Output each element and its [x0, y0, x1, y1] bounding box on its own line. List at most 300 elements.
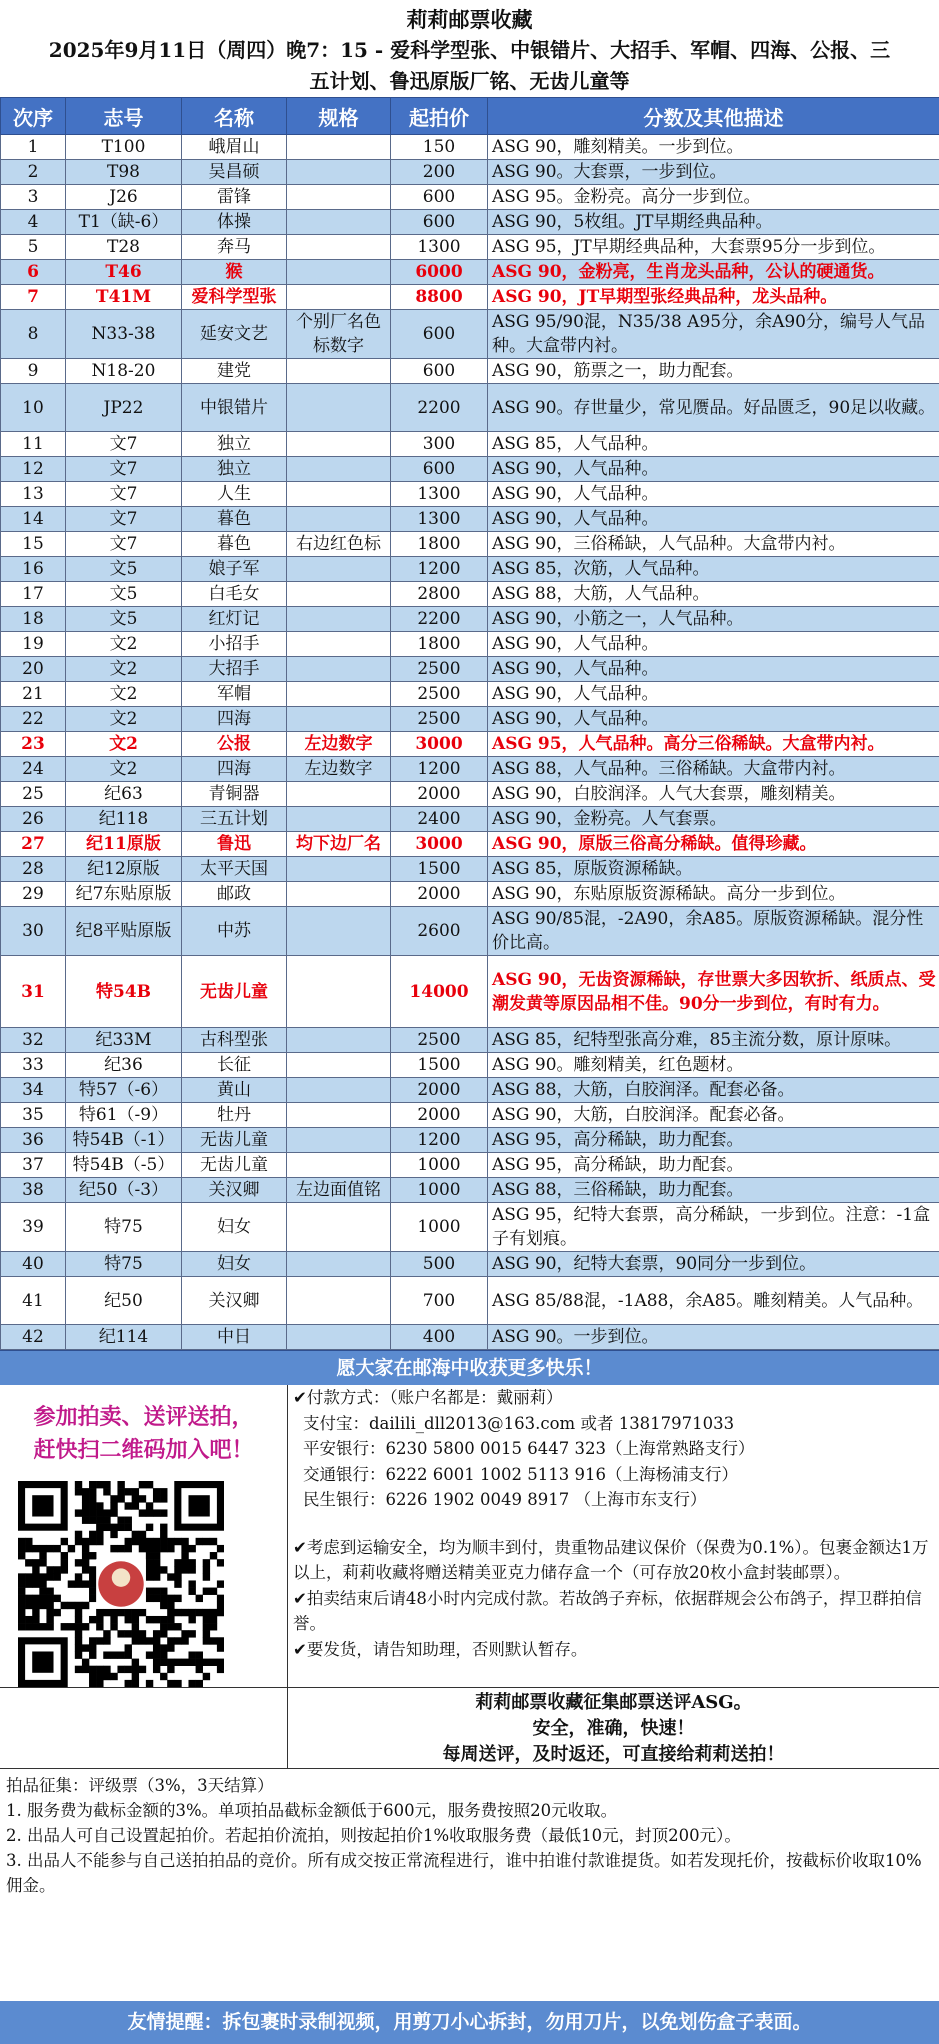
stamp-spec	[287, 1128, 391, 1153]
promo-line-2: 赶快扫二维码加入吧！	[33, 1437, 254, 1463]
column-header-desc: 分数及其他描述	[488, 98, 939, 135]
row-number: 9	[1, 359, 66, 384]
stamp-spec	[287, 632, 391, 657]
stamp-name: 独立	[182, 432, 287, 457]
description: ASG 85，次筋，人气品种。	[488, 557, 939, 582]
table-row	[1, 359, 939, 384]
start-price: 2400	[391, 807, 488, 832]
stamp-name: 爱科学型张	[182, 285, 287, 310]
stamp-spec	[287, 135, 391, 160]
stamp-code: 纪7东贴原版	[66, 882, 182, 907]
stamp-name: 太平天国	[182, 857, 287, 882]
stamp-code: 文2	[66, 682, 182, 707]
table-row	[1, 557, 939, 582]
row-number: 14	[1, 507, 66, 532]
table-row	[1, 1053, 939, 1078]
start-price: 2500	[391, 707, 488, 732]
start-price: 1800	[391, 632, 488, 657]
table-row	[1, 1178, 939, 1203]
description: ASG 90，人气品种。	[488, 632, 939, 657]
row-number: 27	[1, 832, 66, 857]
start-price: 600	[391, 457, 488, 482]
table-row	[1, 1252, 939, 1277]
start-price: 2000	[391, 882, 488, 907]
table-row	[1, 260, 939, 285]
start-price: 1300	[391, 235, 488, 260]
start-price: 2600	[391, 907, 488, 956]
description: ASG 90，JT早期型张经典品种，龙头品种。	[488, 285, 939, 310]
start-price: 2200	[391, 607, 488, 632]
stamp-spec	[287, 956, 391, 1028]
stamp-name: 无齿儿童	[182, 1128, 287, 1153]
table-row	[1, 732, 939, 757]
stamp-code: 纪114	[66, 1325, 182, 1350]
row-number: 15	[1, 532, 66, 557]
stamp-spec	[287, 1078, 391, 1103]
description: ASG 95，人气品种。高分三俗稀缺。大盒带内衬。	[488, 732, 939, 757]
stamp-spec	[287, 482, 391, 507]
description: ASG 90，白胶润泽。人气大套票，雕刻精美。	[488, 782, 939, 807]
stamp-spec	[287, 1103, 391, 1128]
row-number: 5	[1, 235, 66, 260]
table-row	[1, 882, 939, 907]
table-row	[1, 1078, 939, 1103]
description: ASG 90，人气品种。	[488, 507, 939, 532]
table-row	[1, 160, 939, 185]
stamp-name: 大招手	[182, 657, 287, 682]
rule-item: 2. 出品人可自己设置起拍价。若起拍价流拍，则按起拍价1%收取服务费（最低10元，封顶200元）。	[6, 1826, 741, 1845]
stamp-code: 特75	[66, 1252, 182, 1277]
note-delivery: ✔要发货，请告知助理，否则默认暂存。	[293, 1639, 588, 1659]
stamp-name: 鲁迅	[182, 832, 287, 857]
description: ASG 85/88混，-1A88，余A85。雕刻精美。人气品种。	[488, 1277, 939, 1325]
stamp-name: 中银错片	[182, 384, 287, 432]
row-number: 11	[1, 432, 66, 457]
description: ASG 90，金粉亮。人气套票。	[488, 807, 939, 832]
stamp-name: 邮政	[182, 882, 287, 907]
stamp-code: 纪63	[66, 782, 182, 807]
stamp-name: 白毛女	[182, 582, 287, 607]
row-number: 35	[1, 1103, 66, 1128]
stamp-code: 文7	[66, 482, 182, 507]
description: ASG 90，人气品种。	[488, 682, 939, 707]
stamp-spec	[287, 707, 391, 732]
stamp-spec: 左边数字	[287, 732, 391, 757]
stamp-spec	[287, 607, 391, 632]
start-price: 2500	[391, 657, 488, 682]
stamp-spec	[287, 682, 391, 707]
stamp-name: 独立	[182, 457, 287, 482]
title-line-1: 莉莉邮票收藏	[406, 7, 533, 32]
stamp-name: 猴	[182, 260, 287, 285]
stamp-code: 纪8平贴原版	[66, 907, 182, 956]
table-row	[1, 782, 939, 807]
stamp-code: 特57（-6）	[66, 1078, 182, 1103]
row-number: 30	[1, 907, 66, 956]
start-price: 400	[391, 1325, 488, 1350]
row-number: 33	[1, 1053, 66, 1078]
page-title	[0, 0, 939, 97]
note-shipping: ✔考虑到运输安全，均为顺丰到付，贵重物品建议保价（保费为0.1%）。包裹金额达1万以上，莉莉收藏将赠送精美亚克力储存盒一个（可存放20枚小盒封装邮票）。	[293, 1537, 929, 1582]
column-header-spec: 规格	[287, 98, 391, 135]
auction-table	[0, 97, 939, 1350]
stamp-code: 文2	[66, 732, 182, 757]
start-price: 2800	[391, 582, 488, 607]
stamp-spec	[287, 1028, 391, 1053]
stamp-name: 四海	[182, 757, 287, 782]
stamp-spec: 左边数字	[287, 757, 391, 782]
start-price: 150	[391, 135, 488, 160]
start-price: 2500	[391, 1028, 488, 1053]
stamp-name: 妇女	[182, 1252, 287, 1277]
row-number: 23	[1, 732, 66, 757]
start-price: 600	[391, 310, 488, 359]
description: ASG 90。雕刻精美，红色题材。	[488, 1053, 939, 1078]
start-price: 1000	[391, 1178, 488, 1203]
row-number: 37	[1, 1153, 66, 1178]
description: ASG 88，大筋，白胶润泽。配套必备。	[488, 1078, 939, 1103]
table-row	[1, 1103, 939, 1128]
rules-title: 拍品征集：评级票（3%，3天结算）	[6, 1776, 274, 1795]
stamp-code: J26	[66, 185, 182, 210]
table-body	[1, 135, 939, 1350]
payment-panel	[293, 1385, 933, 1662]
row-number: 18	[1, 607, 66, 632]
stamp-name: 人生	[182, 482, 287, 507]
table-row	[1, 632, 939, 657]
stamp-spec	[287, 457, 391, 482]
table-row	[1, 1128, 939, 1153]
stamp-spec	[287, 1203, 391, 1252]
table-row	[1, 1277, 939, 1325]
start-price: 1300	[391, 507, 488, 532]
table-row	[1, 1325, 939, 1350]
start-price: 3000	[391, 832, 488, 857]
description: ASG 95，纪特大套票，高分稀缺，一步到位。注意：-1盒子有划痕。	[488, 1203, 939, 1252]
row-number: 22	[1, 707, 66, 732]
column-header-price: 起拍价	[391, 98, 488, 135]
payment-alipay: 支付宝：dailili_dll2013@163.com 或者 13817971033	[303, 1413, 735, 1433]
row-number: 16	[1, 557, 66, 582]
stamp-name: 长征	[182, 1053, 287, 1078]
start-price: 2500	[391, 682, 488, 707]
rules-section	[0, 1769, 939, 1902]
start-price: 14000	[391, 956, 488, 1028]
description: ASG 95，高分稀缺，助力配套。	[488, 1128, 939, 1153]
stamp-spec	[287, 857, 391, 882]
stamp-code: JP22	[66, 384, 182, 432]
table-row	[1, 285, 939, 310]
collect-section	[0, 1688, 939, 1769]
table-row	[1, 135, 939, 160]
table-row	[1, 832, 939, 857]
table-row	[1, 907, 939, 956]
start-price: 600	[391, 185, 488, 210]
start-price: 300	[391, 432, 488, 457]
stamp-code: T1（缺-6）	[66, 210, 182, 235]
table-row	[1, 956, 939, 1028]
title-line-2: 2025年9月11日（周四）晚7：15 - 爱科学型张、中银错片、大招手、军帽、四海、公报、三	[48, 38, 891, 62]
collect-line-3: 每周送评，及时返还，可直接给莉莉送拍！	[442, 1744, 785, 1765]
row-number: 26	[1, 807, 66, 832]
stamp-name: 无齿儿童	[182, 956, 287, 1028]
row-number: 13	[1, 482, 66, 507]
collect-text	[287, 1688, 939, 1768]
stamp-code: 文7	[66, 507, 182, 532]
description: ASG 90，人气品种。	[488, 657, 939, 682]
description: ASG 90，人气品种。	[488, 707, 939, 732]
start-price: 3000	[391, 732, 488, 757]
stamp-spec	[287, 807, 391, 832]
stamp-name: 古科型张	[182, 1028, 287, 1053]
stamp-code: 特54B	[66, 956, 182, 1028]
description: ASG 88，人气品种。三俗稀缺。大盒带内衬。	[488, 757, 939, 782]
stamp-name: 雷锋	[182, 185, 287, 210]
table-row	[1, 1028, 939, 1053]
row-number: 25	[1, 782, 66, 807]
description: ASG 95。金粉亮。高分一步到位。	[488, 185, 939, 210]
start-price: 6000	[391, 260, 488, 285]
row-number: 20	[1, 657, 66, 682]
info-section	[0, 1385, 939, 1688]
stamp-name: 峨眉山	[182, 135, 287, 160]
table-row	[1, 1203, 939, 1252]
stamp-spec: 个别厂名色标数字	[287, 310, 391, 359]
table-row	[1, 482, 939, 507]
stamp-spec: 左边面值铭	[287, 1178, 391, 1203]
row-number: 32	[1, 1028, 66, 1053]
row-number: 34	[1, 1078, 66, 1103]
row-number: 36	[1, 1128, 66, 1153]
start-price: 1000	[391, 1203, 488, 1252]
table-row	[1, 1153, 939, 1178]
stamp-code: 纪50（-3）	[66, 1178, 182, 1203]
start-price: 2000	[391, 1103, 488, 1128]
stamp-spec: 均下边厂名	[287, 832, 391, 857]
stamp-code: 纪33M	[66, 1028, 182, 1053]
stamp-code: T98	[66, 160, 182, 185]
description: ASG 95/90混，N35/38 A95分，余A90分，编号人气品种。大盒带内衬。	[488, 310, 939, 359]
stamp-name: 四海	[182, 707, 287, 732]
stamp-spec	[287, 285, 391, 310]
start-price: 600	[391, 359, 488, 384]
collect-line-2: 安全，准确，快速！	[532, 1718, 695, 1739]
table-row	[1, 457, 939, 482]
stamp-name: 军帽	[182, 682, 287, 707]
stamp-code: 文2	[66, 632, 182, 657]
row-number: 3	[1, 185, 66, 210]
rule-item: 3. 出品人不能参与自己送拍拍品的竞价。所有成交按正常流程进行，谁中拍谁付款谁提货。如若发现托价，按截标价收取10%佣金。	[6, 1851, 922, 1895]
stamp-code: 文7	[66, 432, 182, 457]
start-price: 1500	[391, 857, 488, 882]
rule-item: 1. 服务费为截标金额的3%。单项拍品截标金额低于600元，服务费按照20元收取。	[6, 1801, 618, 1820]
stamp-code: 特61（-9）	[66, 1103, 182, 1128]
row-number: 29	[1, 882, 66, 907]
stamp-name: 无齿儿童	[182, 1153, 287, 1178]
row-number: 21	[1, 682, 66, 707]
stamp-spec	[287, 210, 391, 235]
start-price: 200	[391, 160, 488, 185]
stamp-spec	[287, 557, 391, 582]
stamp-code: 纪36	[66, 1053, 182, 1078]
start-price: 600	[391, 210, 488, 235]
description: ASG 90，大筋，白胶润泽。配套必备。	[488, 1103, 939, 1128]
row-number: 7	[1, 285, 66, 310]
stamp-code: 文2	[66, 707, 182, 732]
table-row	[1, 807, 939, 832]
stamp-code: 文2	[66, 757, 182, 782]
description: ASG 90，原版三俗高分稀缺。值得珍藏。	[488, 832, 939, 857]
stamp-name: 吴昌硕	[182, 160, 287, 185]
description: ASG 85，原版资源稀缺。	[488, 857, 939, 882]
stamp-code: 纪50	[66, 1277, 182, 1325]
stamp-name: 奔马	[182, 235, 287, 260]
table-row	[1, 210, 939, 235]
stamp-spec	[287, 507, 391, 532]
title-line-3: 五计划、鲁迅原版厂铭、无齿儿童等	[309, 69, 630, 93]
stamp-code: 文5	[66, 607, 182, 632]
stamp-spec	[287, 185, 391, 210]
stamp-code: 特54B（-1）	[66, 1128, 182, 1153]
description: ASG 90，小筋之一，人气品种。	[488, 607, 939, 632]
stamp-code: T46	[66, 260, 182, 285]
stamp-spec	[287, 160, 391, 185]
stamp-name: 暮色	[182, 507, 287, 532]
row-number: 17	[1, 582, 66, 607]
stamp-code: 纪118	[66, 807, 182, 832]
stamp-name: 关汉卿	[182, 1178, 287, 1203]
description: ASG 85，人气品种。	[488, 432, 939, 457]
description: ASG 90，无齿资源稀缺，存世票大多因软折、纸质点、受潮发黄等原因品相不佳。90分一步到位，有时有力。	[488, 956, 939, 1028]
description: ASG 85，纪特型张高分难，85主流分数，原计原味。	[488, 1028, 939, 1053]
table-row	[1, 310, 939, 359]
stamp-code: N18-20	[66, 359, 182, 384]
stamp-name: 体操	[182, 210, 287, 235]
wish-banner: 愿大家在邮海中收获更多快乐！	[0, 1350, 939, 1385]
start-price: 1300	[391, 482, 488, 507]
stamp-spec	[287, 1252, 391, 1277]
payment-bank-3: 民生银行：6226 1902 0049 8917 （上海市东支行）	[303, 1490, 707, 1509]
table-row	[1, 185, 939, 210]
table-row	[1, 532, 939, 557]
column-header-code: 志号	[66, 98, 182, 135]
table-row	[1, 235, 939, 260]
description: ASG 90，三俗稀缺，人气品种。大盒带内衬。	[488, 532, 939, 557]
stamp-code: 文5	[66, 557, 182, 582]
stamp-spec	[287, 1153, 391, 1178]
stamp-code: 文2	[66, 657, 182, 682]
stamp-code: N33-38	[66, 310, 182, 359]
stamp-spec	[287, 235, 391, 260]
collect-line-1: 莉莉邮票收藏征集邮票送评ASG。	[475, 1692, 752, 1713]
table-row	[1, 384, 939, 432]
stamp-spec	[287, 260, 391, 285]
stamp-spec	[287, 907, 391, 956]
start-price: 500	[391, 1252, 488, 1277]
row-number: 41	[1, 1277, 66, 1325]
row-number: 42	[1, 1325, 66, 1350]
table-header-row	[1, 98, 939, 135]
stamp-spec	[287, 432, 391, 457]
reminder-banner: 友情提醒：拆包裹时录制视频，用剪刀小心拆封，勿用刀片，以免划伤盒子表面。	[0, 2001, 939, 2044]
stamp-code: 纪12原版	[66, 857, 182, 882]
start-price: 1200	[391, 557, 488, 582]
stamp-spec	[287, 1053, 391, 1078]
stamp-name: 建党	[182, 359, 287, 384]
start-price: 2200	[391, 384, 488, 432]
stamp-code: T100	[66, 135, 182, 160]
stamp-code: 特75	[66, 1203, 182, 1252]
row-number: 1	[1, 135, 66, 160]
description: ASG 90，东贴原版资源稀缺。高分一步到位。	[488, 882, 939, 907]
row-number: 4	[1, 210, 66, 235]
description: ASG 90。存世量少，常见赝品。好品匮乏，90足以收藏。	[488, 384, 939, 432]
table-row	[1, 682, 939, 707]
stamp-spec	[287, 782, 391, 807]
promo-line-1: 参加拍卖、送评送拍，	[33, 1404, 254, 1430]
start-price: 1000	[391, 1153, 488, 1178]
row-number: 10	[1, 384, 66, 432]
row-number: 24	[1, 757, 66, 782]
stamp-name: 中苏	[182, 907, 287, 956]
description: ASG 90，金粉亮，生肖龙头品种，公认的硬通货。	[488, 260, 939, 285]
stamp-spec	[287, 1277, 391, 1325]
stamp-spec	[287, 359, 391, 384]
row-number: 19	[1, 632, 66, 657]
description: ASG 90/85混，-2A90，余A85。原版资源稀缺。混分性价比高。	[488, 907, 939, 956]
row-number: 8	[1, 310, 66, 359]
description: ASG 88，三俗稀缺，助力配套。	[488, 1178, 939, 1203]
stamp-name: 暮色	[182, 532, 287, 557]
stamp-name: 妇女	[182, 1203, 287, 1252]
column-header-name: 名称	[182, 98, 287, 135]
row-number: 2	[1, 160, 66, 185]
stamp-spec	[287, 657, 391, 682]
row-number: 39	[1, 1203, 66, 1252]
start-price: 1200	[391, 757, 488, 782]
table-row	[1, 507, 939, 532]
description: ASG 95，高分稀缺，助力配套。	[488, 1153, 939, 1178]
table-row	[1, 707, 939, 732]
description: ASG 90，5枚组。JT早期经典品种。	[488, 210, 939, 235]
stamp-spec	[287, 882, 391, 907]
row-number: 31	[1, 956, 66, 1028]
stamp-name: 三五计划	[182, 807, 287, 832]
stamp-spec	[287, 1325, 391, 1350]
description: ASG 90，人气品种。	[488, 457, 939, 482]
payment-title: ✔付款方式：（账户名都是：戴丽莉）	[293, 1388, 563, 1407]
row-number: 40	[1, 1252, 66, 1277]
stamp-spec: 右边红色标	[287, 532, 391, 557]
stamp-spec	[287, 582, 391, 607]
stamp-code: T28	[66, 235, 182, 260]
description: ASG 95，JT早期经典品种，大套票95分一步到位。	[488, 235, 939, 260]
column-header-no: 次序	[1, 98, 66, 135]
start-price: 2000	[391, 1078, 488, 1103]
start-price: 1500	[391, 1053, 488, 1078]
qr-code-icon[interactable]	[18, 1481, 224, 1687]
row-number: 6	[1, 260, 66, 285]
stamp-code: 纪11原版	[66, 832, 182, 857]
table-row	[1, 657, 939, 682]
promo-panel	[0, 1385, 288, 1687]
stamp-name: 延安文艺	[182, 310, 287, 359]
stamp-code: T41M	[66, 285, 182, 310]
description: ASG 90。大套票，一步到位。	[488, 160, 939, 185]
start-price: 2000	[391, 782, 488, 807]
row-number: 12	[1, 457, 66, 482]
promo-text	[0, 1401, 287, 1467]
